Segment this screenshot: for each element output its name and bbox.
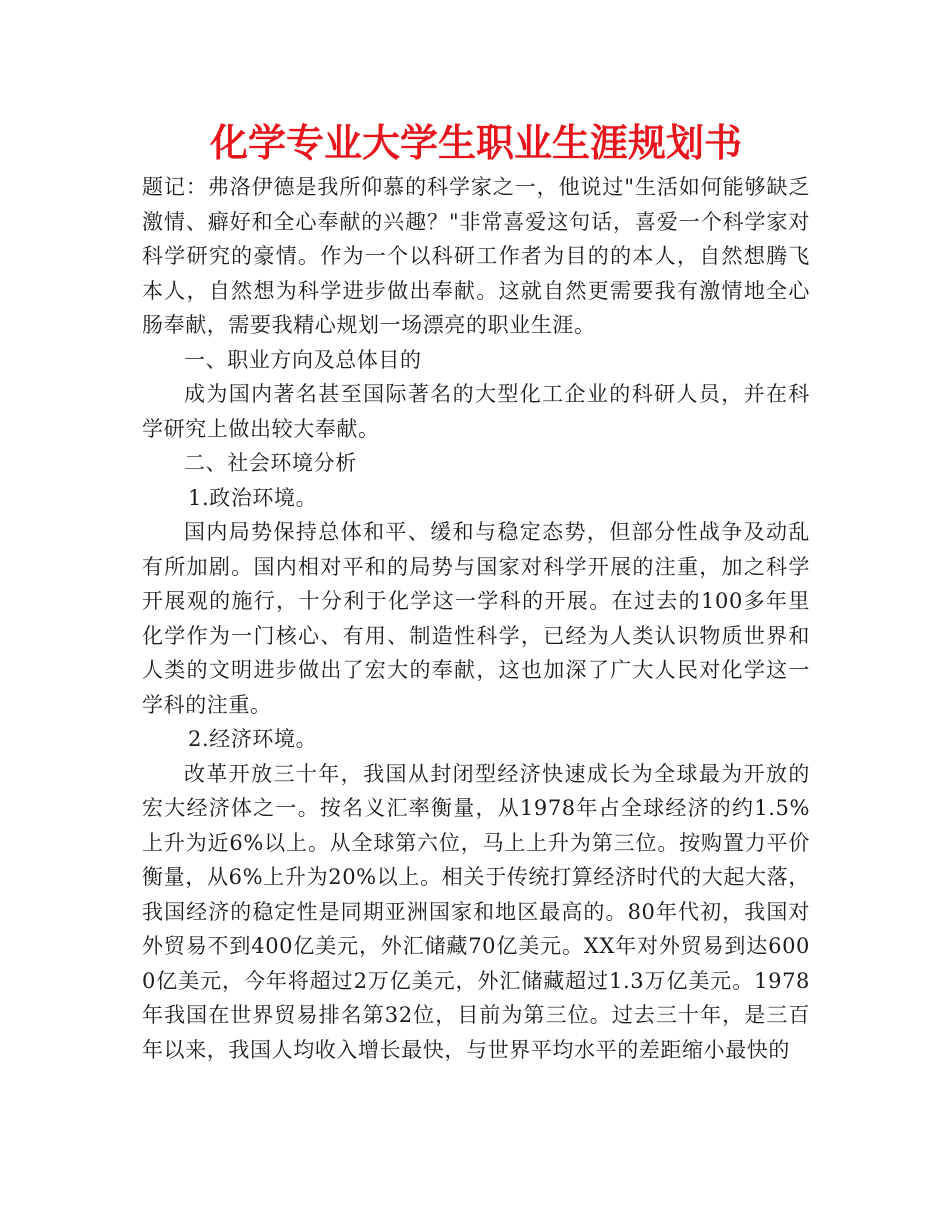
paragraph-epigraph: 题记：弗洛伊德是我所仰慕的科学家之一，他说过"生活如何能够缺乏激情、癖好和全心奉献的兴趣？"非常喜爱这句话，喜爱一个科学家对科学研究的豪情。作为一个以科研工作者为目的的本人，自然想腾飞本人，自然想为科学进步做出奉献。这就自然更需要我有激情地全心肠奉献，需要我精心规划一场漂亮的职业生涯。 [142,175,810,337]
paragraph-career-goal: 成为国内著名甚至国际著名的大型化工企业的科研人员，并在科学研究上做出较大奉献。 [142,382,810,441]
section-heading-social-environment: 二、社会环境分析 [184,451,357,475]
paragraph-economic-environment: 改革开放三十年，我国从封闭型经济快速成长为全球最为开放的宏大经济体之一。按名义汇率衡量，从1978年占全球经济的约1.5%上升为近6%以上。从全球第六位，马上上升为第三位。按购置力平价衡量，从6%上升为20%以上。相关于传统打算经济时代的大起大落，我国经济的稳定性是同期亚洲国家和地区最高的。80年代初，我国对外贸易不到400亿美元，外汇储藏70亿美元。XX年对外贸易到达6000亿美元，今年将超过2万亿美元，外汇储藏超过1.3万亿美元。1978年我国在世界贸易排名第32位，目前为第三位。过去三十年，是三百年以来，我国人均收入增长最快，与世界平均水平的差距缩小最快的 [142,761,810,1062]
document-title: 化学专业大学生职业生涯规划书 [209,121,742,165]
paragraph-political-environment: 国内局势保持总体和平、缓和与稳定态势，但部分性战争及动乱有所加剧。国内相对平和的局势与国家对科学开展的注重，加之科学开展观的施行，十分利于化学这一学科的开展。在过去的100多年里化学作为一门核心、有用、制造性科学，已经为人类认识物质世界和人类的文明进步做出了宏大的奉献，这也加深了广大人民对化学这一学科的注重。 [142,520,810,717]
subheading-political-environment: 1.政治环境。 [188,485,318,510]
section-heading-career-goal: 一、职业方向及总体目的 [184,347,422,372]
document-page [142,118,810,1067]
subheading-economic-environment: 2.经济环境。 [188,727,318,751]
